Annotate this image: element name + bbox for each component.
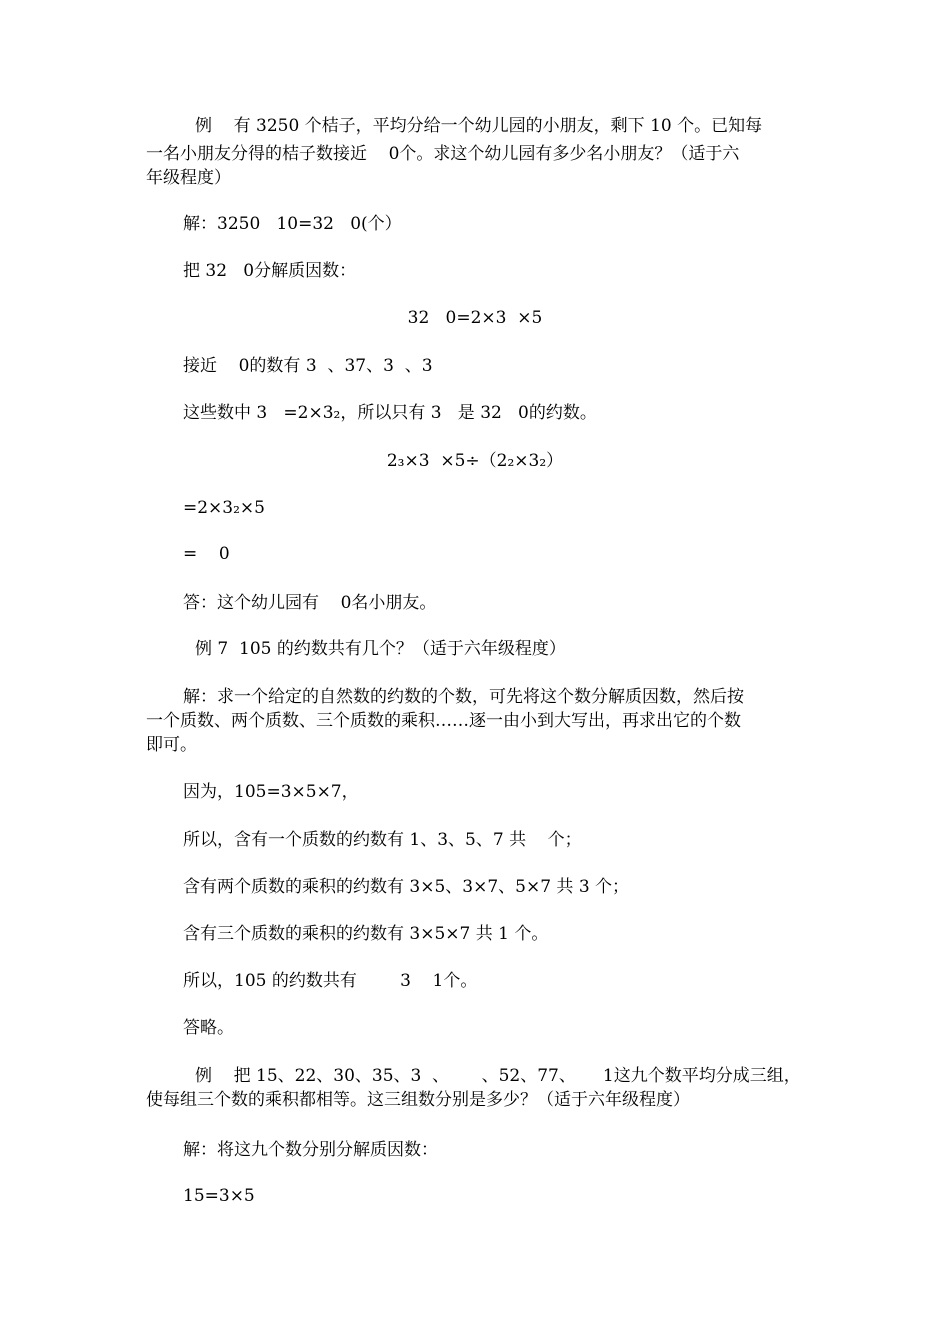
example-6-line-2: 一名小朋友分得的桔子数接近 0个。求这个幼儿园有多少名小朋友？（适于六 [146,144,740,164]
example-8-line-1: 例 把 15、22、30、35、3 、 、52、77、 1这九个数平均分成三组， [195,1066,801,1086]
divisor-check-line: 这些数中 3 =2×3₂，所以只有 3 是 32 0的约数。 [183,403,597,423]
two-primes-line: 含有两个质数的乘积的约数有 3×5、3×7、5×7 共 3 个； [183,877,630,897]
example-7-title: 例 7 105 的约数共有几个？（适于六年级程度） [195,639,566,659]
factorize-line: 把 32 0分解质因数： [183,261,357,281]
factorization-15: 15=3×5 [183,1186,255,1206]
division-equation: 2₃×3 ×5÷（2₂×3₂） [386,451,564,471]
example-7-solution-3: 即可。 [146,735,197,755]
example-8-solution: 解：将这九个数分别分解质因数： [183,1140,438,1160]
example-8-line-2: 使每组三个数的乘积都相等。这三组数分别是多少？（适于六年级程度） [146,1090,690,1110]
example-6-line-3: 年级程度） [146,168,231,188]
one-prime-line: 所以，含有一个质数的约数有 1、3、5、7 共 个； [183,830,582,850]
equation-step-1: =2×3₂×5 [183,498,265,518]
equation-step-2: = 0 [183,544,230,564]
because-line: 因为，105=3×5×7， [183,782,359,802]
three-primes-line: 含有三个质数的乘积的约数有 3×5×7 共 1 个。 [183,924,549,944]
factorization-equation: 32 0=2×3 ×5 [407,308,543,328]
answer-omitted-line: 答略。 [183,1018,234,1038]
total-divisors-line: 所以，105 的约数共有 3 1个。 [183,971,478,991]
solution-line: 解：3250 10=32 0(个） [183,214,402,234]
answer-line: 答：这个幼儿园有 0名小朋友。 [183,593,437,613]
example-6-line-1: 例 有 3250 个桔子，平均分给一个幼儿园的小朋友，剩下 10 个。已知每 [195,116,763,136]
near-numbers-line: 接近 0的数有 3 、37、3 、3 [183,356,433,376]
example-7-solution-2: 一个质数、两个质数、三个质数的乘积……逐一由小到大写出，再求出它的个数 [146,711,741,731]
example-7-solution-1: 解：求一个给定的自然数的约数的个数，可先将这个数分解质因数，然后按 [183,687,744,707]
